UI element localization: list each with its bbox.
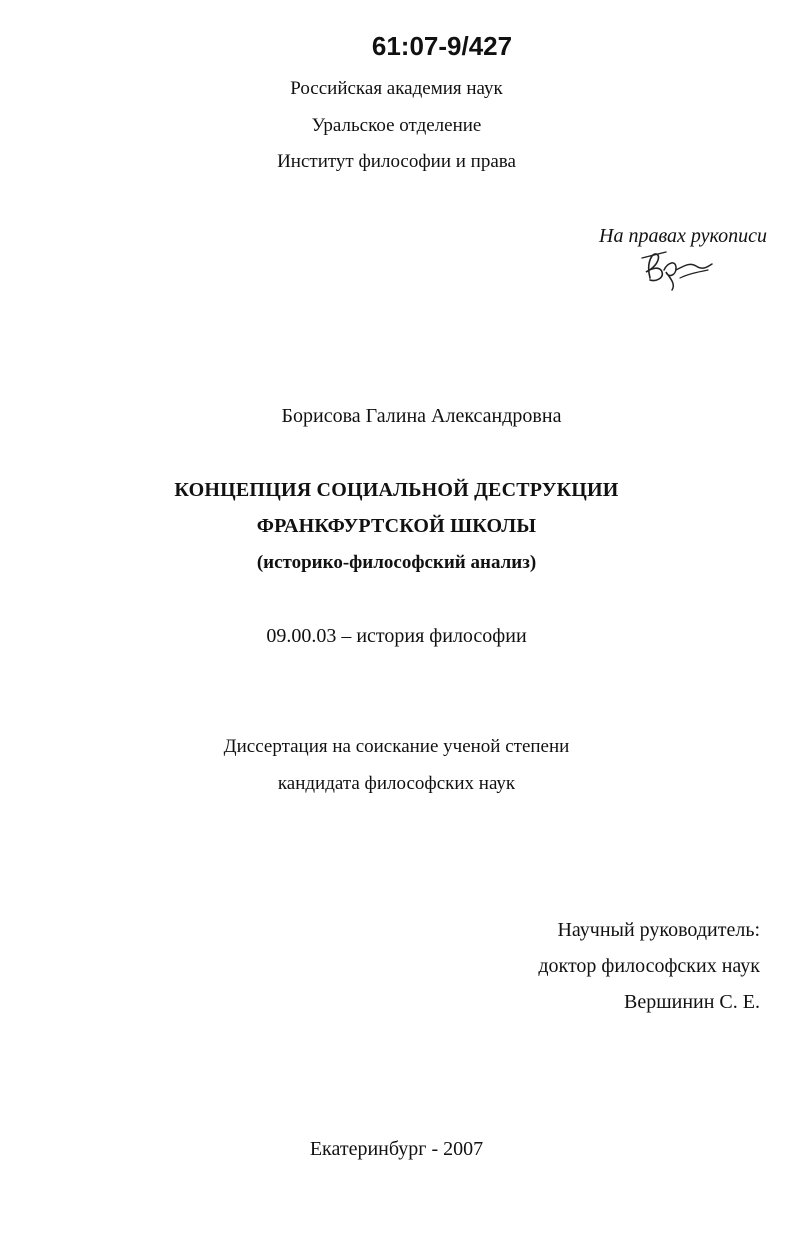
institution-academy: Российская академия наук	[290, 78, 503, 99]
degree-statement-line-1: Диссертация на соискание ученой степени	[223, 736, 570, 757]
institution-institute: Институт философии и права	[277, 151, 516, 172]
place-and-year: Екатеринбург - 2007	[309, 1138, 484, 1160]
document-code: 61:07-9/427	[371, 31, 513, 61]
dissertation-title-line-2: ФРАНКФУРТСКОЙ ШКОЛЫ	[256, 515, 537, 537]
supervisor-degree: доктор философских наук	[538, 955, 760, 977]
degree-statement-line-2: кандидата философских наук	[277, 773, 516, 794]
specialty-code: 09.00.03 – история философии	[266, 625, 527, 647]
dissertation-title-line-1: КОНЦЕПЦИЯ СОЦИАЛЬНОЙ ДЕСТРУКЦИИ	[174, 479, 619, 501]
supervisor-role: Научный руководитель:	[557, 919, 760, 941]
handwritten-signature	[636, 248, 714, 292]
supervisor-name: Вершинин С. Е.	[624, 991, 760, 1013]
author-name: Борисова Галина Александровна	[281, 405, 562, 427]
dissertation-subtitle: (историко-философский анализ)	[256, 552, 537, 573]
manuscript-rights-label: На правах рукописи	[599, 225, 767, 247]
institution-branch: Уральское отделение	[311, 115, 482, 136]
